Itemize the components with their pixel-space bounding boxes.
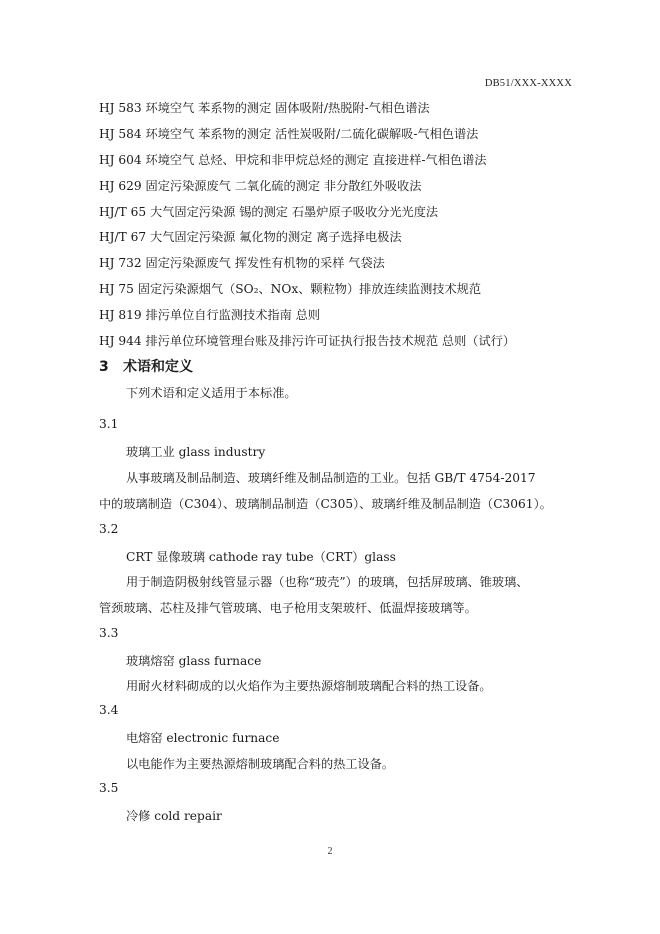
reference-item: HJ 944 排污单位环境管理台账及排污许可证执行报告技术规范 总则（试行） xyxy=(99,334,516,349)
term-number: 3.3 xyxy=(99,626,119,640)
term-name: CRT 显像玻璃 cathode ray tube（CRT）glass xyxy=(126,550,396,564)
reference-item: HJ 583 环境空气 苯系物的测定 固体吸附/热脱附-气相色谱法 xyxy=(99,101,430,115)
term-name: 冷修 cold repair xyxy=(126,809,222,823)
term-name: 玻璃熔窑 glass furnace xyxy=(126,654,262,668)
term-number: 3.2 xyxy=(99,522,119,536)
page-number: 2 xyxy=(327,846,333,857)
term-name: 玻璃工业 glass industry xyxy=(126,445,266,459)
reference-item: HJ/T 67 大气固定污染源 氟化物的测定 离子选择电极法 xyxy=(99,230,402,245)
term-number: 3.5 xyxy=(99,781,119,795)
term-definition-line: 中的玻璃制造（C304）、玻璃制品制造（C305）、玻璃纤维及制品制造（C3061）。 xyxy=(99,497,552,511)
section-title: 术语和定义 xyxy=(123,359,193,375)
reference-item: HJ 819 排污单位自行监测技术指南 总则 xyxy=(99,308,321,323)
reference-item: HJ 75 固定污染源烟气（SO₂、NOx、颗粒物）排放连续监测技术规范 xyxy=(99,282,482,297)
reference-item: HJ 584 环境空气 苯系物的测定 活性炭吸附/二硫化碳解吸-气相色谱法 xyxy=(99,126,479,141)
normative-reference-list xyxy=(99,96,579,355)
term-definition-line: 用于制造阴极射线管显示器（也称“玻壳”）的玻璃，包括屏玻璃、锥玻璃、 xyxy=(126,575,529,589)
term-name: 电熔窑 electronic furnace xyxy=(126,731,280,745)
term-number: 3.4 xyxy=(99,703,119,717)
term-definition-line: 以电能作为主要热源熔制玻璃配合料的热工设备。 xyxy=(126,757,395,771)
term-definition-line: 用耐火材料砌成的以火焰作为主要热源熔制玻璃配合料的热工设备。 xyxy=(126,679,492,693)
reference-item: HJ 629 固定污染源废气 二氧化硫的测定 非分散红外吸收法 xyxy=(99,178,422,193)
section-intro: 下列术语和定义适用于本标准。 xyxy=(126,386,297,400)
reference-item: HJ 604 环境空气 总烃、甲烷和非甲烷总烃的测定 直接进样-气相色谱法 xyxy=(99,152,487,167)
section-heading xyxy=(99,356,193,376)
term-number: 3.1 xyxy=(99,417,119,431)
term-definition-line: 从事玻璃及制品制造、玻璃纤维及制品制造的工业。包括 GB/T 4754-2017 xyxy=(126,471,536,485)
reference-item: HJ/T 65 大气固定污染源 锡的测定 石墨炉原子吸收分光光度法 xyxy=(99,204,439,219)
reference-item: HJ 732 固定污染源废气 挥发性有机物的采样 气袋法 xyxy=(99,256,385,271)
document-code: DB51/XXX-XXXX xyxy=(484,78,572,89)
term-definition-line: 管颈玻璃、芯柱及排气管玻璃、电子枪用支架玻杆、低温焊接玻璃等。 xyxy=(99,601,477,615)
section-number: 3 xyxy=(99,359,109,375)
